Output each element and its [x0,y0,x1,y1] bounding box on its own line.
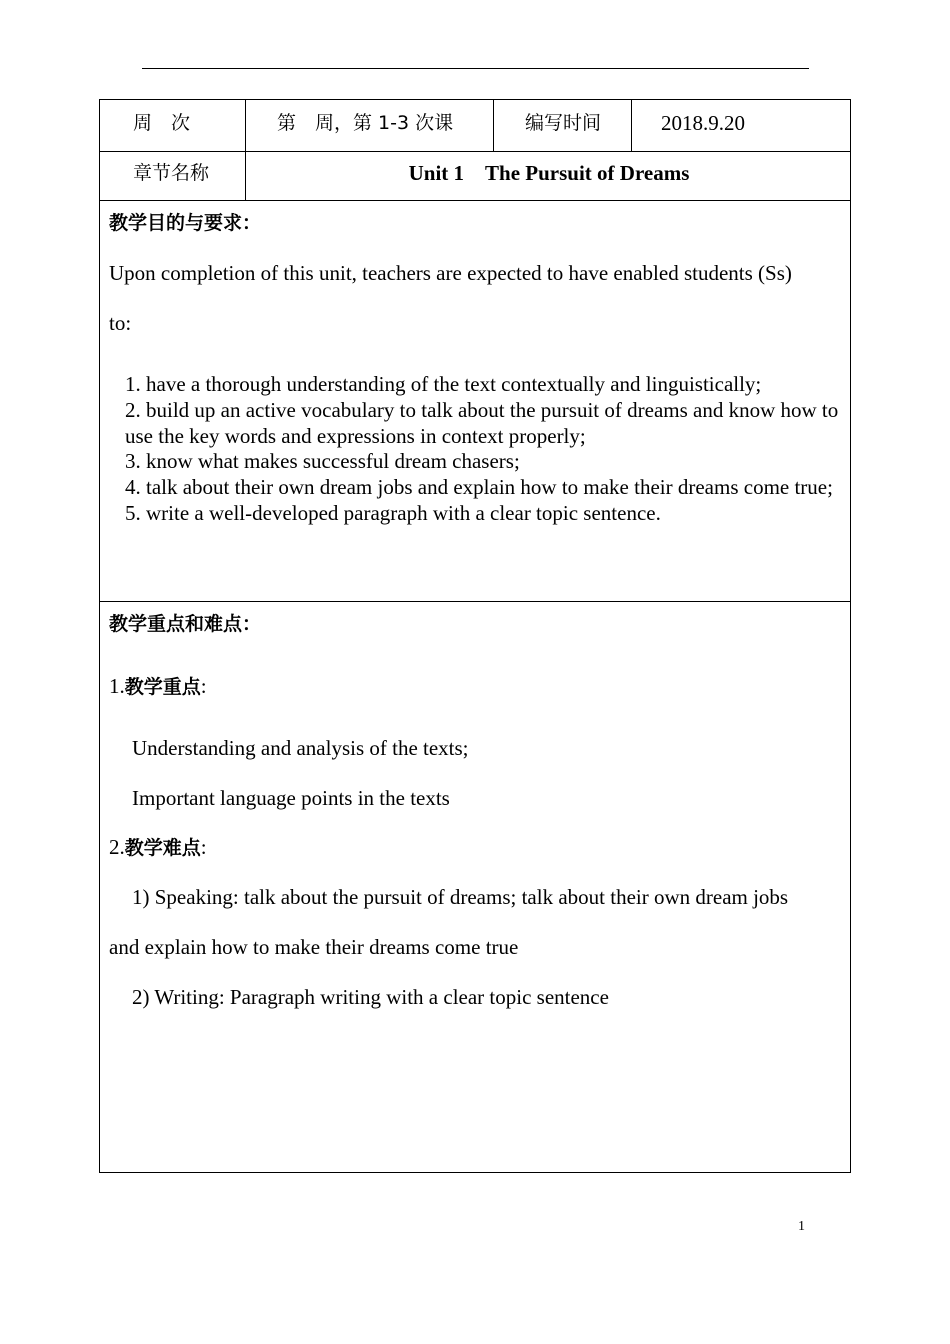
date-label: 编写时间 [525,112,602,134]
objective-item: 2. build up an active vocabulary to talk about the pursuit of dreams and know how to use the key words and expressions in context properly; [125,397,839,448]
difficult-points-colon: : [200,835,207,859]
objective-item: 1. have a thorough understanding of the text contextually and linguistically; [125,372,762,396]
objectives-heading: 教学目的与要求： [109,212,262,234]
column-divider [245,100,246,200]
page-header-rule [142,68,809,69]
column-divider [493,100,494,151]
objective-item: 3. know what makes successful dream chasers; [125,449,520,474]
objective-item: 5. write a well-developed paragraph with a clear topic sentence. [125,500,661,525]
row-divider [100,200,850,201]
key-points-number: 1. [109,674,125,698]
week-label: 周 次 [133,112,191,134]
objectives-list [125,372,845,527]
row-divider [100,601,850,602]
chapter-title: Unit 1 The Pursuit of Dreams [408,161,690,185]
week-value: 第 周，第 1-3 次课 [277,112,454,134]
column-divider [631,100,632,151]
difficult-point-item: 1) Speaking: talk about the pursuit of dreams; talk about their own dream jobs [132,885,789,909]
difficult-points-label: 教学难点 [124,837,201,859]
date-value: 2018.9.20 [661,111,745,135]
difficult-point-item-cont: and explain how to make their dreams come true [109,935,519,959]
objective-item: 4. talk about their own dream jobs and explain how to make their dreams come true; [125,475,833,500]
key-points-heading [109,674,207,699]
key-point-item: Understanding and analysis of the texts; [132,736,469,760]
chapter-label: 章节名称 [133,162,210,184]
key-points-label: 教学重点 [124,676,201,698]
key-point-item: Important language points in the texts [132,786,450,810]
objectives-intro-cont: to: [109,311,132,335]
difficult-point-item: 2) Writing: Paragraph writing with a clear topic sentence [132,985,609,1009]
difficult-points-heading [109,835,207,860]
page-number: 1 [798,1219,805,1234]
objectives-intro: Upon completion of this unit, teachers are expected to have enabled students (Ss) [109,261,792,285]
row-divider [100,151,850,152]
lesson-plan-table [99,99,851,1173]
difficult-points-number: 2. [109,835,125,859]
key-points-colon: : [200,674,207,698]
focus-heading: 教学重点和难点： [109,613,262,635]
